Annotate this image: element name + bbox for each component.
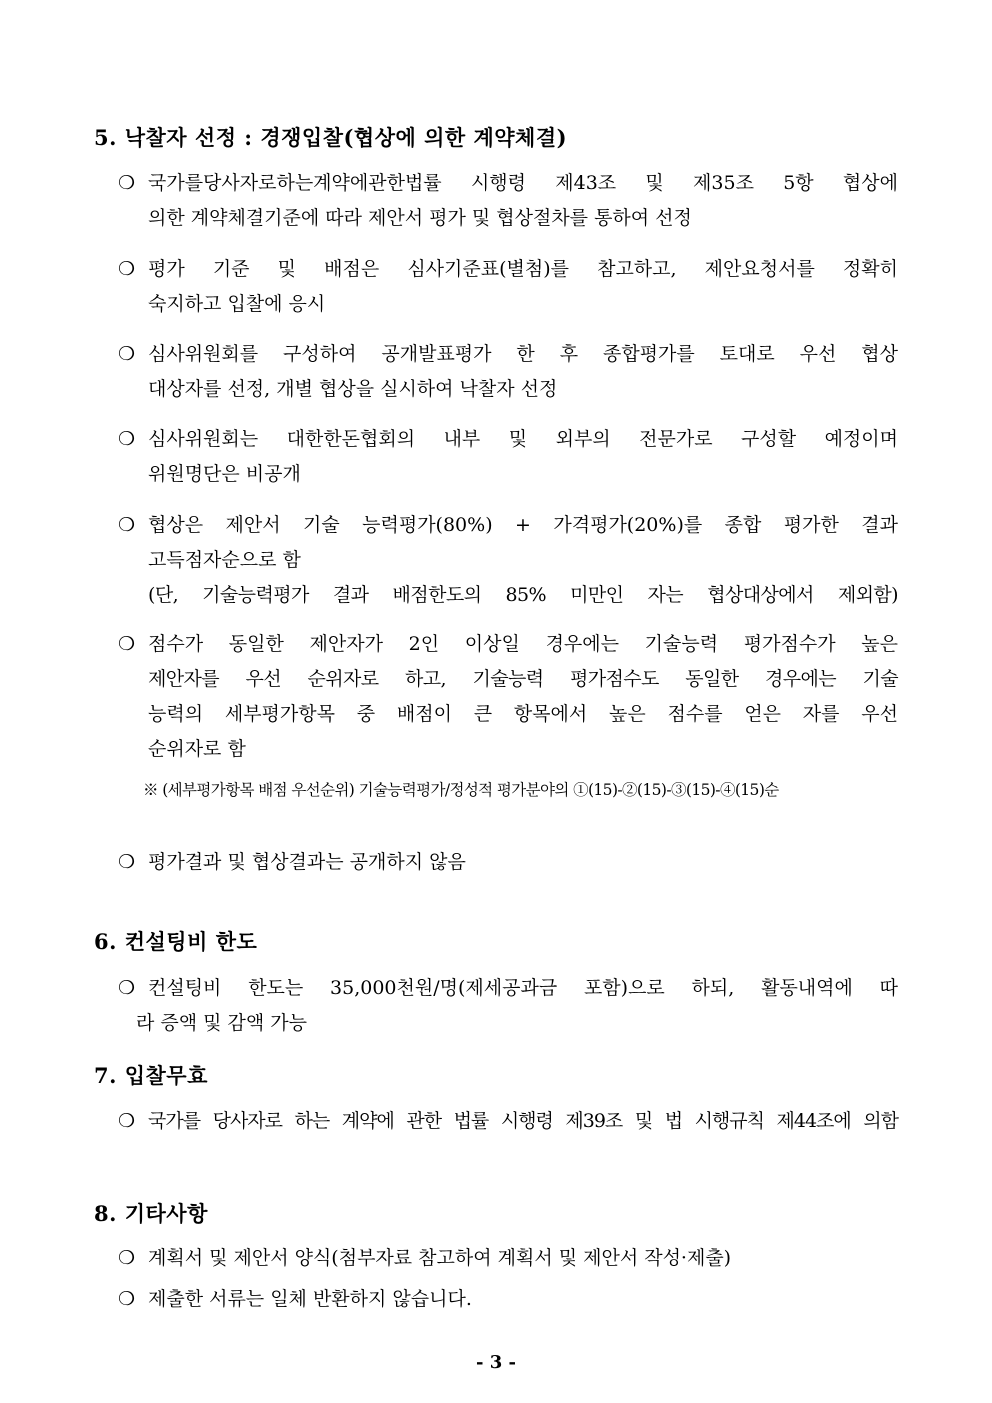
item-line: 제안자를 우선 순위자로 하고, 기술능력 평가점수도 동일한 경우에는 기술	[148, 668, 898, 690]
section-8-heading: 8. 기타사항	[94, 1201, 208, 1226]
list-item	[118, 1241, 898, 1276]
item-line: 국가를 당사자로 하는 계약에 관한 법률 시행령 제39조 및 법 시행규칙 제44조에 의함	[148, 1110, 898, 1132]
item-line: 협상은 제안서 기술 능력평가(80%) + 가격평가(20%)를 종합 평가한 결과	[148, 514, 898, 536]
list-item	[118, 252, 898, 322]
item-line: 위원명단은 비공개	[148, 463, 301, 485]
list-item	[118, 971, 898, 1041]
list-item	[118, 1282, 898, 1317]
bullet-circle-icon: ❍	[118, 1247, 136, 1269]
item-line: (단, 기술능력평가 결과 배점한도의 85% 미만인 자는 협상대상에서 제외함)	[148, 584, 898, 606]
priority-note: ※ (세부평가항목 배점 우선순위) 기술능력평가/정성적 평가분야의 ①(15)-②(15)-③(15)-④(15)순	[143, 781, 779, 799]
item-line: 계획서 및 제안서 양식(첨부자료 참고하여 계획서 및 제안서 작성·제출)	[148, 1247, 732, 1269]
bullet-circle-icon: ❍	[118, 1288, 136, 1310]
item-line: 심사위원회를 구성하여 공개발표평가 한 후 종합평가를 토대로 우선 협상	[148, 343, 898, 365]
bullet-circle-icon: ❍	[118, 977, 136, 999]
list-item	[118, 166, 898, 236]
item-line: 라 증액 및 감액 가능	[136, 1012, 307, 1034]
list-item	[118, 845, 898, 880]
bullet-circle-icon: ❍	[118, 1110, 136, 1132]
item-line: 심사위원회는 대한한돈협회의 내부 및 외부의 전문가로 구성할 예정이며	[148, 428, 898, 450]
item-line: 고득점자순으로 함	[148, 549, 301, 571]
section-6-heading: 6. 컨설팅비 한도	[94, 929, 258, 954]
item-line: 능력의 세부평가항목 중 배점이 큰 항목에서 높은 점수를 얻은 자를 우선	[148, 703, 898, 725]
item-line: 순위자로 함	[148, 738, 246, 760]
item-line: 제출한 서류는 일체 반환하지 않습니다.	[148, 1288, 472, 1310]
list-item	[118, 422, 898, 492]
list-item	[118, 508, 898, 613]
page-number: - 3 -	[476, 1352, 516, 1373]
bullet-circle-icon: ❍	[118, 343, 136, 365]
bullet-circle-icon: ❍	[118, 428, 136, 450]
item-line: 대상자를 선정, 개별 협상을 실시하여 낙찰자 선정	[148, 378, 558, 400]
bullet-circle-icon: ❍	[118, 172, 136, 194]
bullet-circle-icon: ❍	[118, 514, 136, 536]
item-line: 평가 기준 및 배점은 심사기준표(별첨)를 참고하고, 제안요청서를 정확히	[148, 258, 898, 280]
item-line: 컨설팅비 한도는 35,000천원/명(제세공과금 포함)으로 하되, 활동내역에 따	[148, 977, 898, 999]
item-line: 점수가 동일한 제안자가 2인 이상일 경우에는 기술능력 평가점수가 높은	[148, 633, 898, 655]
item-line: 숙지하고 입찰에 응시	[148, 293, 326, 315]
item-line: 국가를당사자로하는계약에관한법률 시행령 제43조 및 제35조 5항 협상에	[148, 172, 898, 194]
bullet-circle-icon: ❍	[118, 851, 136, 873]
bullet-circle-icon: ❍	[118, 258, 136, 280]
section-7-heading: 7. 입찰무효	[94, 1063, 208, 1088]
section-5-heading: 5. 낙찰자 선정 : 경쟁입찰(협상에 의한 계약체결)	[94, 125, 568, 150]
bullet-circle-icon: ❍	[118, 633, 136, 655]
list-item	[118, 1104, 898, 1139]
item-line: 의한 계약체결기준에 따라 제안서 평가 및 협상절차를 통하여 선정	[148, 207, 692, 229]
list-item	[118, 627, 898, 767]
list-item	[118, 337, 898, 407]
item-line: 평가결과 및 협상결과는 공개하지 않음	[148, 851, 466, 873]
